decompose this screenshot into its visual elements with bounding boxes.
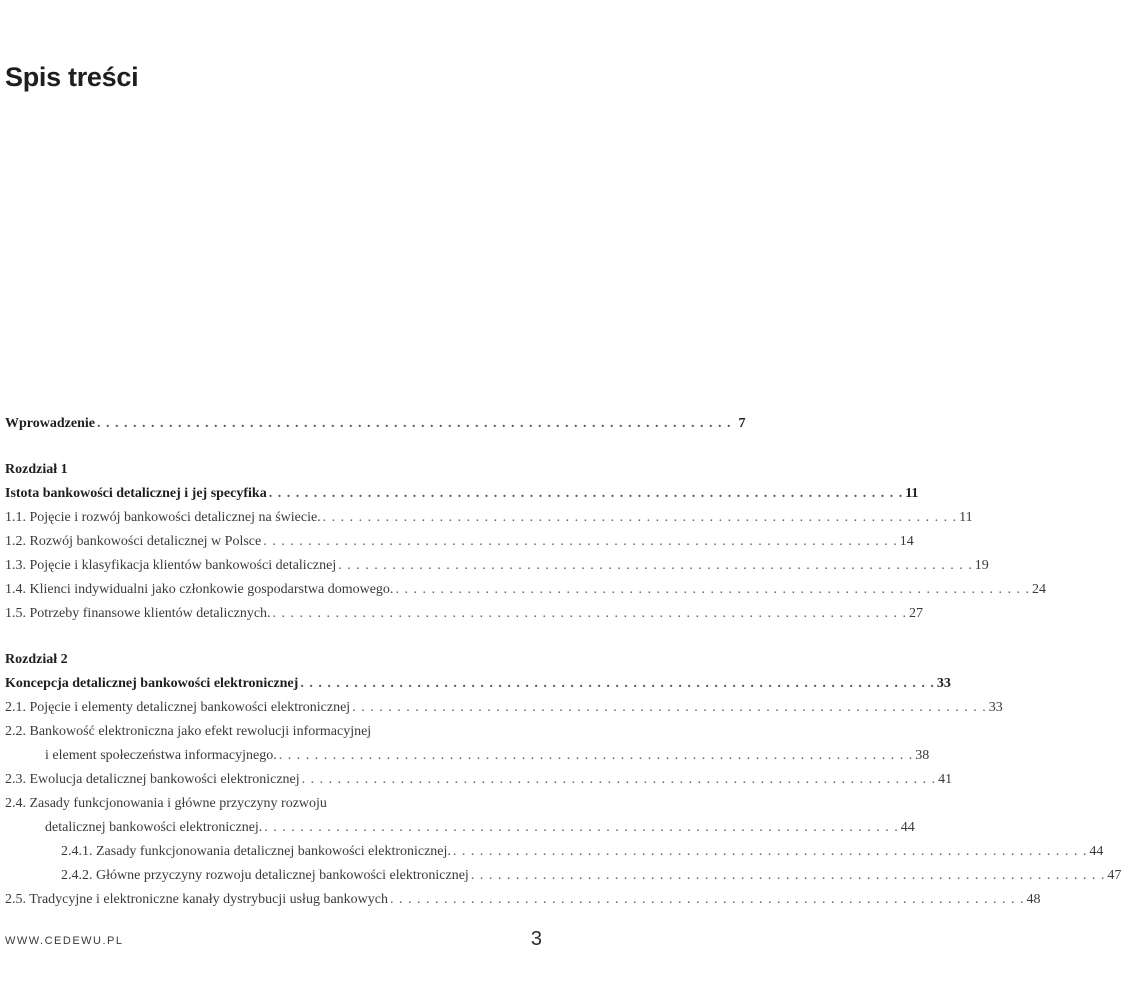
dot-leader: . . . . . . . . . . . . . . . . . . . . . . . . . . . . . . . . . . . . . . . . . . . . . . . . . . . . . . . . . . . . . . . . . . . . . . .: [352, 700, 987, 715]
toc-entry-label: 2.5. Tradycyjne i elektroniczne kanały dystrybucji usług bankowych: [5, 892, 388, 907]
dot-leader: . . . . . . . . . . . . . . . . . . . . . . . . . . . . . . . . . . . . . . . . . . . . . . . . . . . . . . . . . . . . . . . . . . . . . . .: [96, 416, 732, 431]
toc-entry: [5, 602, 924, 626]
toc-entry-label: 1.4. Klienci indywidualni jako członkowie gospodarstwa domowego.: [5, 582, 394, 597]
toc-page-number: 14: [899, 534, 914, 549]
toc-entry-label: i element społeczeństwa informacyjnego.: [45, 748, 277, 763]
toc-entry: [5, 530, 914, 554]
toc-page-number: 47: [1107, 868, 1121, 883]
toc-subentry: [5, 840, 1104, 864]
toc-page-number: 11: [905, 486, 919, 501]
toc-entry-label: 2.4.2. Główne przyczyny rozwoju detalicznej bankowości elektronicznej: [61, 868, 469, 883]
toc-entry-chapter-title: [5, 482, 919, 506]
dot-leader: . . . . . . . . . . . . . . . . . . . . . . . . . . . . . . . . . . . . . . . . . . . . . . . . . . . . . . . . . . . . . . . . . . . . . . .: [263, 534, 898, 549]
toc-entry-intro: [5, 412, 746, 436]
dot-leader: . . . . . . . . . . . . . . . . . . . . . . . . . . . . . . . . . . . . . . . . . . . . . . . . . . . . . . . . . . . . . . . . . . . . . . .: [264, 820, 899, 835]
toc-entry-label: 1.3. Pojęcie i klasyfikacja klientów bankowości detalicznej: [5, 558, 337, 573]
toc-page-number: 19: [974, 558, 989, 573]
toc-page-number: 33: [936, 676, 951, 691]
toc-entry: [5, 578, 1046, 602]
dot-leader: . . . . . . . . . . . . . . . . . . . . . . . . . . . . . . . . . . . . . . . . . . . . . . . . . . . . . . . . . . . . . . . . . . . . . . .: [300, 676, 935, 691]
dot-leader: . . . . . . . . . . . . . . . . . . . . . . . . . . . . . . . . . . . . . . . . . . . . . . . . . . . . . . . . . . . . . . . . . . . . . . .: [452, 844, 1088, 859]
toc-page-number: 38: [915, 748, 930, 763]
toc-entry: [5, 506, 973, 530]
dot-leader: . . . . . . . . . . . . . . . . . . . . . . . . . . . . . . . . . . . . . . . . . . . . . . . . . . . . . . . . . . . . . . . . . . . . . . .: [278, 748, 914, 763]
toc-entry: [5, 696, 1003, 720]
toc-entry-label: 2.1. Pojęcie i elementy detalicznej bankowości elektronicznej: [5, 700, 351, 715]
toc-page-number: 44: [900, 820, 915, 835]
toc-subentry: [5, 864, 1121, 888]
toc-entry-label: Istota bankowości detalicznej i jej specyfika: [5, 486, 267, 501]
toc-entry-continuation: [5, 744, 930, 768]
toc-page-number: 27: [909, 606, 924, 621]
toc-entry: [5, 554, 989, 578]
chapter-heading: Rozdział 2: [5, 652, 68, 667]
toc-page-number: 24: [1031, 582, 1046, 597]
toc-entry-label: 1.2. Rozwój bankowości detalicznej w Polsce: [5, 534, 262, 549]
toc-page-number: 11: [959, 510, 973, 525]
toc-page-number: 33: [988, 700, 1003, 715]
toc-entry-label: 2.2. Bankowość elektroniczna jako efekt rewolucji informacyjnej: [5, 724, 372, 739]
dot-leader: . . . . . . . . . . . . . . . . . . . . . . . . . . . . . . . . . . . . . . . . . . . . . . . . . . . . . . . . . . . . . . . . . . . . . . .: [338, 558, 973, 573]
toc-entry-label: 1.5. Potrzeby finansowe klientów detalicznych.: [5, 606, 271, 621]
toc-entry-label: Koncepcja detalicznej bankowości elektronicznej: [5, 676, 299, 691]
dot-leader: . . . . . . . . . . . . . . . . . . . . . . . . . . . . . . . . . . . . . . . . . . . . . . . . . . . . . . . . . . . . . . . . . . . . . . .: [301, 772, 937, 787]
page-number: 3: [530, 928, 542, 950]
footer-url: WWW.CEDEWU.PL: [5, 935, 124, 947]
dot-leader: . . . . . . . . . . . . . . . . . . . . . . . . . . . . . . . . . . . . . . . . . . . . . . . . . . . . . . . . . . . . . . . . . . . . . . .: [395, 582, 1030, 597]
toc-entry-label: 2.4.1. Zasady funkcjonowania detalicznej bankowości elektronicznej.: [61, 844, 451, 859]
chapter-heading: Rozdział 1: [5, 462, 68, 477]
toc-page-number: 7: [738, 416, 746, 431]
toc-entry-label: 2.3. Ewolucja detalicznej bankowości elektronicznej: [5, 772, 300, 787]
toc-entry: [5, 888, 1041, 912]
toc-entry-label: 2.4. Zasady funkcjonowania i główne przyczyny rozwoju: [5, 796, 327, 811]
page-title: Spis treści: [5, 62, 139, 92]
toc-page-number: 41: [938, 772, 953, 787]
toc-page-number: 44: [1089, 844, 1104, 859]
dot-leader: . . . . . . . . . . . . . . . . . . . . . . . . . . . . . . . . . . . . . . . . . . . . . . . . . . . . . . . . . . . . . . . . . . . . . . .: [389, 892, 1025, 907]
dot-leader: . . . . . . . . . . . . . . . . . . . . . . . . . . . . . . . . . . . . . . . . . . . . . . . . . . . . . . . . . . . . . . . . . . . . . . .: [470, 868, 1106, 883]
table-of-contents: [5, 412, 1121, 912]
toc-entry-label: detalicznej bankowości elektronicznej.: [45, 820, 263, 835]
toc-entry-continuation: [5, 816, 915, 840]
dot-leader: . . . . . . . . . . . . . . . . . . . . . . . . . . . . . . . . . . . . . . . . . . . . . . . . . . . . . . . . . . . . . . . . . . . . . . .: [322, 510, 958, 525]
toc-entry-label: Wprowadzenie: [5, 416, 95, 431]
toc-entry: [5, 768, 953, 792]
dot-leader: . . . . . . . . . . . . . . . . . . . . . . . . . . . . . . . . . . . . . . . . . . . . . . . . . . . . . . . . . . . . . . . . . . . . . . .: [272, 606, 908, 621]
toc-entry-label: 1.1. Pojęcie i rozwój bankowości detalicznej na świecie.: [5, 510, 321, 525]
toc-page-number: 48: [1026, 892, 1041, 907]
toc-entry-chapter-title: [5, 672, 951, 696]
dot-leader: . . . . . . . . . . . . . . . . . . . . . . . . . . . . . . . . . . . . . . . . . . . . . . . . . . . . . . . . . . . . . . . . . . . . . . .: [268, 486, 904, 501]
